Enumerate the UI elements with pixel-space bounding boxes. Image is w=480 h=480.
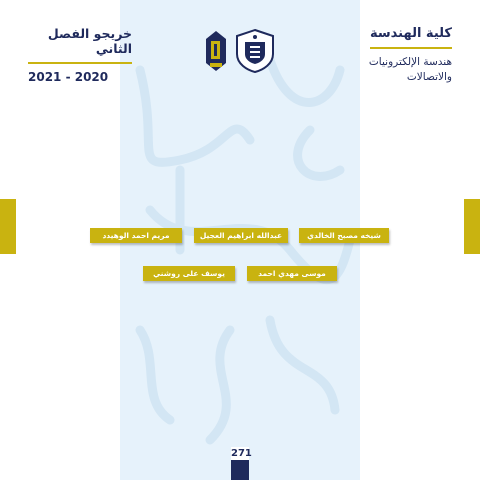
faculty-title: كلية الهندسة: [370, 26, 452, 41]
university-emblem: [233, 28, 277, 74]
graduate-name-tag: شيخه مصبح الخالدي: [299, 228, 389, 243]
graduate-name-tag: مريم احمد الوهيدد: [90, 228, 182, 243]
page-number-tab: [231, 447, 252, 480]
graduate-name-tag: يوسف على روشني: [143, 266, 235, 281]
graduates-divider: [28, 62, 132, 64]
department-line-1: هندسة الإلكترونيات: [368, 56, 452, 68]
page-number: 271: [231, 448, 252, 459]
left-accent-bar: [0, 199, 16, 254]
graduate-name-tag: عبدالله ابراهيم العجيل: [194, 228, 288, 243]
department-logo: [205, 30, 227, 72]
department-line-2: والاتصالات: [406, 71, 452, 83]
academic-year: 2021 - 2020: [28, 70, 109, 84]
faculty-header: [369, 26, 452, 85]
graduates-title: خريجو الفصل الثاني: [47, 26, 132, 56]
graduates-header: [28, 26, 132, 84]
right-accent-bar: [464, 199, 480, 254]
faculty-divider: [370, 47, 452, 49]
graduate-name-tag: موسى مهدي احمد: [247, 266, 337, 281]
